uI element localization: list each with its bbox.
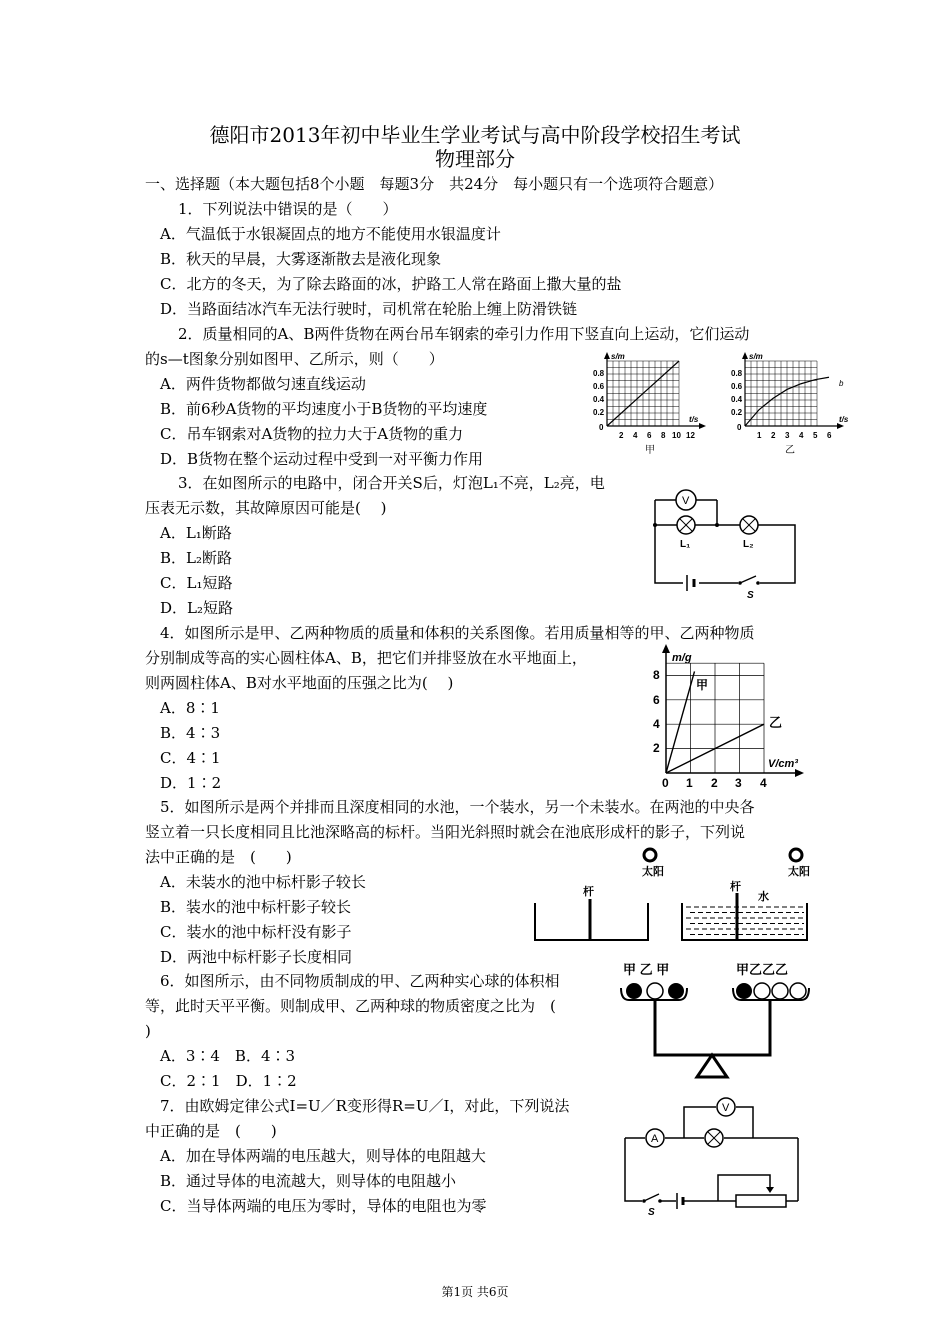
graph-jia xyxy=(593,352,706,456)
yi-xtick: 5 xyxy=(813,431,818,440)
page-title: 德阳市2013年初中毕业生学业考试与高中阶段学校招生考试 xyxy=(209,123,741,147)
q1-option-c: C．北方的冬天，为了除去路面的冰，护路工人常在路面上撒大量的盐 xyxy=(160,275,622,293)
yi-ytick: 0.6 xyxy=(731,382,743,391)
fulcrum-icon xyxy=(697,1055,727,1077)
q5-option-c: C．装水的池中标杆没有影子 xyxy=(160,923,352,941)
jia-xtick: 8 xyxy=(661,431,666,440)
q2-option-c: C．吊车钢索对A货物的拉力大于A货物的重力 xyxy=(160,425,464,443)
jia-ytick: 0 xyxy=(599,423,604,432)
yi-caption: 乙 xyxy=(785,445,795,456)
q6-options-ab: A．3∶4 B．4∶3 xyxy=(160,1047,296,1065)
q3-option-a: A．L₁断路 xyxy=(160,524,232,542)
q6-stem-3: ) xyxy=(145,1022,151,1040)
q7-option-b: B．通过导体的电流越大，则导体的电阻越小 xyxy=(160,1172,457,1190)
sun-label: 太阳 xyxy=(642,866,664,878)
lamp xyxy=(705,1129,723,1147)
q4-ytick: 2 xyxy=(653,741,660,755)
q3-stem-1: 3．在如图所示的电路中，闭合开关S后，灯泡L₁不亮，L₂亮，电 xyxy=(178,474,605,492)
switch-label: S xyxy=(648,1207,655,1218)
ammeter-label: A xyxy=(651,1133,659,1145)
q1-stem: 1．下列说法中错误的是（ ） xyxy=(178,200,398,218)
jia-xlabel: t/s xyxy=(689,415,699,424)
jia-ytick: 0.8 xyxy=(593,369,605,378)
section-heading: 一、选择题（本大题包括8个小题 每题3分 共24分 每小题只有一个选项符合题意） xyxy=(145,175,724,193)
q7-option-c: C．当导体两端的电压为零时，导体的电阻也为零 xyxy=(160,1197,487,1215)
q4-option-c: C．4∶1 xyxy=(160,749,221,767)
q3-option-b: B．L₂断路 xyxy=(160,549,232,567)
q7-stem-2: 中正确的是 ( ) xyxy=(145,1122,277,1140)
q5-option-d: D．两池中标杆影子长度相同 xyxy=(160,948,353,966)
q5-pools-figure xyxy=(530,845,810,945)
ball-jia xyxy=(736,983,752,999)
q3-circuit xyxy=(650,485,800,600)
q2-option-b: B．前6秒A货物的平均速度小于B货物的平均速度 xyxy=(160,400,488,418)
q4-stem-3: 则两圆柱体A、B对水平地面的压强之比为( ) xyxy=(145,674,454,692)
jia-ytick: 0.4 xyxy=(593,395,605,404)
water-surface xyxy=(686,907,804,935)
q4-xtick: 0 xyxy=(662,776,669,790)
q4-xtick: 3 xyxy=(735,776,742,790)
yi-xtick: 6 xyxy=(827,431,832,440)
yi-xtick: 3 xyxy=(785,431,790,440)
sun-icon xyxy=(642,849,664,878)
q3-option-c: C．L₁短路 xyxy=(160,574,233,592)
ball-jia xyxy=(668,983,684,999)
q4-ylabel: m/g xyxy=(672,652,692,664)
q7-circuit xyxy=(620,1093,805,1218)
q2-st-graphs xyxy=(585,350,870,458)
jia-xtick: 4 xyxy=(633,431,638,440)
left-pan-labels: 甲 乙 甲 xyxy=(623,962,670,977)
lamp-l2 xyxy=(740,516,758,550)
graph-yi xyxy=(731,352,849,456)
jia-xtick: 12 xyxy=(686,431,695,440)
q1-option-b: B．秋天的早晨，大雾逐渐散去是液化现象 xyxy=(160,250,442,268)
q2-stem-2: 的s—t图象分别如图甲、乙所示，则（ ） xyxy=(145,350,444,368)
q4-ytick: 6 xyxy=(653,693,660,707)
jia-xtick: 10 xyxy=(672,431,681,440)
yi-xtick: 4 xyxy=(799,431,804,440)
q4-jia-label: 甲 xyxy=(696,678,709,692)
ball-yi xyxy=(790,983,806,999)
q4-option-b: B．4∶3 xyxy=(160,724,221,742)
q2-option-d: D．B货物在整个运动过程中受到一对平衡力作用 xyxy=(160,450,484,468)
q5-stem-1: 5．如图所示是两个并排而且深度相同的水池，一个装水，另一个未装水。在两池的中央各 xyxy=(160,798,755,816)
q4-ytick: 8 xyxy=(653,668,660,682)
q4-stem-1: 4．如图所示是甲、乙两种物质的质量和体积的关系图像。若用质量相等的甲、乙两种物质 xyxy=(160,624,755,642)
yi-ylabel: s/m xyxy=(749,352,763,361)
q4-xtick: 2 xyxy=(711,776,718,790)
q7-option-a: A．加在导体两端的电压越大，则导体的电阻越大 xyxy=(160,1147,486,1165)
voltmeter-label: V xyxy=(682,495,690,507)
ball-yi xyxy=(754,983,770,999)
q2-option-a: A．两件货物都做匀速直线运动 xyxy=(160,375,366,393)
q1-option-d: D．当路面结冰汽车无法行驶时，司机常在轮胎上缠上防滑铁链 xyxy=(160,300,578,318)
switch-icon xyxy=(738,576,760,601)
yi-xtick: 2 xyxy=(771,431,776,440)
switch-label: S xyxy=(747,590,754,601)
switch-icon xyxy=(642,1194,662,1218)
voltmeter xyxy=(676,490,696,510)
yi-xlabel: t/s xyxy=(839,415,849,424)
lamp-l2-label: L₂ xyxy=(743,539,754,550)
right-pan-labels: 甲乙乙乙 xyxy=(736,962,789,977)
yi-curve-label: b xyxy=(839,379,844,388)
jia-ylabel: s/m xyxy=(611,352,625,361)
q4-option-a: A．8∶1 xyxy=(160,699,220,717)
sun-icon xyxy=(788,849,810,878)
yi-ytick: 0.8 xyxy=(731,369,743,378)
q4-stem-2: 分别制成等高的实心圆柱体A、B，把它们并排竖放在水平地面上， xyxy=(145,649,587,667)
pole-label: 杆 xyxy=(583,886,594,898)
q4-ytick: 4 xyxy=(653,717,660,731)
battery-icon xyxy=(683,575,699,591)
q6-balance xyxy=(615,958,815,1083)
yi-ytick: 0.4 xyxy=(731,395,743,404)
q3-option-d: D．L₂短路 xyxy=(160,599,234,617)
q5-option-a: A．未装水的池中标杆影子较长 xyxy=(160,873,366,891)
q7-stem-1: 7．由欧姆定律公式I=U／R变形得R=U／I，对此，下列说法 xyxy=(160,1097,570,1115)
q4-mv-graph xyxy=(650,643,815,793)
q5-stem-2: 竖立着一只长度相同且比池深略高的标杆。当阳光斜照时就会在池底形成杆的影子，下列说 xyxy=(145,823,746,841)
q5-option-b: B．装水的池中标杆影子较长 xyxy=(160,898,352,916)
q4-xlabel: V/cm³ xyxy=(768,758,798,770)
rheostat xyxy=(718,1195,786,1207)
ball-yi xyxy=(772,983,788,999)
q5-stem-3: 法中正确的是 ( ) xyxy=(145,848,292,866)
yi-xtick: 1 xyxy=(757,431,762,440)
q1-option-a: A．气温低于水银凝固点的地方不能使用水银温度计 xyxy=(160,225,501,243)
jia-ytick: 0.2 xyxy=(593,408,605,417)
yi-ytick: 0 xyxy=(737,423,742,432)
q4-xtick: 1 xyxy=(686,776,693,790)
jia-xtick: 6 xyxy=(647,431,652,440)
q6-stem-2: 等，此时天平平衡。则制成甲、乙两种球的物质密度之比为 ( xyxy=(145,997,556,1015)
q4-yi-label: 乙 xyxy=(769,715,783,730)
water-label: 水 xyxy=(758,891,769,903)
jia-caption: 甲 xyxy=(645,445,655,456)
jia-ytick: 0.6 xyxy=(593,382,605,391)
yi-ytick: 0.2 xyxy=(731,408,743,417)
jia-xtick: 2 xyxy=(619,431,624,440)
sun-label: 太阳 xyxy=(788,866,810,878)
q4-option-d: D．1∶2 xyxy=(160,774,222,792)
ball-yi xyxy=(647,983,663,999)
ball-jia xyxy=(626,983,642,999)
page-subtitle: 物理部分 xyxy=(435,147,515,171)
ammeter xyxy=(646,1129,664,1147)
page-footer: 第1页 共6页 xyxy=(441,1285,509,1299)
battery-icon xyxy=(677,1193,683,1209)
voltmeter-label: V xyxy=(722,1102,730,1114)
q6-stem-1: 6．如图所示，由不同物质制成的甲、乙两种实心球的体积相 xyxy=(160,972,560,990)
lamp-l1 xyxy=(677,516,695,550)
lamp-l1-label: L₁ xyxy=(680,539,691,550)
q4-xtick: 4 xyxy=(760,776,767,790)
voltmeter xyxy=(717,1098,735,1116)
q2-stem-1: 2．质量相同的A、B两件货物在两台吊车钢索的牵引力作用下竖直向上运动，它们运动 xyxy=(178,325,750,343)
pole-label: 杆 xyxy=(730,881,741,893)
q3-stem-2: 压表无示数，其故障原因可能是( ) xyxy=(145,499,387,517)
q6-options-cd: C．2∶1 D．1∶2 xyxy=(160,1072,297,1090)
